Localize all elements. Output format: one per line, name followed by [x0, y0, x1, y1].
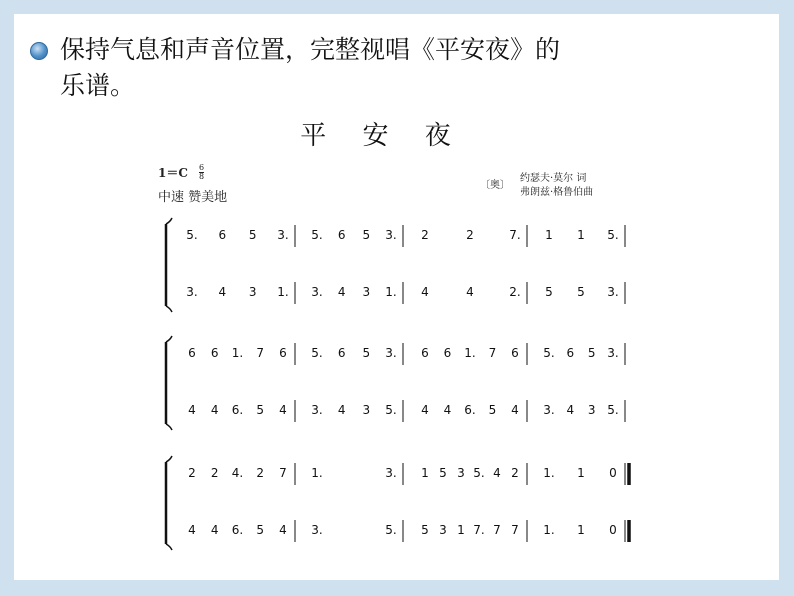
note: 5.: [473, 466, 485, 480]
note: 4: [493, 466, 501, 480]
note: 1.: [385, 285, 397, 299]
lyricist-credit: 约瑟夫·莫尔 词: [520, 173, 587, 184]
note: 5.: [543, 346, 555, 360]
note: 3: [362, 403, 371, 417]
note: 1: [457, 523, 465, 537]
note: 1.: [311, 466, 323, 480]
note: 3: [248, 285, 257, 299]
note: 3.: [186, 285, 198, 299]
note: 2: [511, 466, 519, 480]
note: 5: [256, 403, 265, 417]
note: 4: [188, 523, 196, 537]
note: 3.: [311, 285, 323, 299]
note: 4: [421, 403, 429, 417]
time-bottom: 8: [199, 172, 205, 181]
note: 3.: [385, 466, 397, 480]
note: 1: [545, 228, 553, 242]
note: 1: [577, 466, 585, 480]
note: 4: [337, 285, 346, 299]
note: 5.: [311, 346, 323, 360]
note: 1.: [464, 346, 476, 360]
note: 7: [493, 523, 501, 537]
note: 7: [279, 466, 287, 480]
note: 7: [511, 523, 519, 537]
note: 2: [466, 228, 474, 242]
note: 5.: [385, 523, 397, 537]
note: 5.: [607, 228, 619, 242]
note: 4.: [231, 466, 244, 480]
note: 6.: [231, 523, 244, 537]
note: 4: [188, 403, 196, 417]
key-signature: 1＝C: [158, 166, 188, 180]
note: 4: [279, 523, 287, 537]
note: 7.: [473, 523, 485, 537]
note: 3.: [607, 346, 619, 360]
song-title: 平 安 夜: [300, 121, 465, 151]
instruction-line-2: 乐谱。: [60, 71, 136, 100]
composer-credit: 弗朗兹·格鲁伯曲: [520, 187, 594, 198]
note: 7.: [509, 228, 521, 242]
note: 3.: [607, 285, 619, 299]
note: 2: [256, 466, 265, 480]
note: 5.: [186, 228, 198, 242]
note: 6: [188, 346, 196, 360]
note: 4: [443, 403, 452, 417]
origin-label: 〔奥〕: [480, 180, 510, 191]
note: 5: [577, 285, 585, 299]
note: 2: [421, 228, 429, 242]
note: 6: [337, 228, 346, 242]
note: 6: [218, 228, 227, 242]
note: 2.: [509, 285, 521, 299]
note: 4: [337, 403, 346, 417]
note: 6: [421, 346, 429, 360]
note: 3.: [385, 228, 397, 242]
note: 1: [577, 523, 585, 537]
note: 6: [279, 346, 287, 360]
note: 3.: [543, 403, 555, 417]
note: 1.: [231, 346, 244, 360]
note: 6: [443, 346, 452, 360]
note: 5: [256, 523, 265, 537]
note: 0: [609, 523, 617, 537]
note: 3: [362, 285, 371, 299]
note: 6: [566, 346, 575, 360]
note: 3: [457, 466, 465, 480]
note: 1: [577, 228, 585, 242]
note: 4: [466, 285, 474, 299]
note: 3.: [311, 403, 323, 417]
note: 6: [337, 346, 346, 360]
note: 3.: [385, 346, 397, 360]
note: 5: [488, 403, 497, 417]
note: 4: [210, 403, 219, 417]
note: 4: [279, 403, 287, 417]
note: 1.: [543, 523, 555, 537]
instruction-line-1: 保持气息和声音位置，完整视唱《平安夜》的: [60, 35, 561, 64]
note: 6: [210, 346, 219, 360]
note: 4: [511, 403, 519, 417]
tempo-marking: 中速 赞美地: [158, 190, 228, 205]
note: 4: [210, 523, 219, 537]
note: 6.: [464, 403, 476, 417]
note: 5.: [385, 403, 397, 417]
note: 4: [421, 285, 429, 299]
note: 7: [256, 346, 265, 360]
note: 5.: [311, 228, 323, 242]
note: 5.: [607, 403, 619, 417]
note: 3.: [311, 523, 323, 537]
note: 1: [421, 466, 429, 480]
note: 5: [248, 228, 257, 242]
note: 6.: [231, 403, 244, 417]
note: 0: [609, 466, 617, 480]
note: 1.: [543, 466, 555, 480]
note: 3: [439, 523, 447, 537]
note: 5: [545, 285, 553, 299]
note: 5: [587, 346, 596, 360]
time-top: 6: [199, 163, 205, 172]
note: 3.: [277, 228, 289, 242]
note: 2: [188, 466, 196, 480]
note: 5: [362, 346, 371, 360]
note: 5: [362, 228, 371, 242]
note: 2: [210, 466, 219, 480]
note: 6: [511, 346, 519, 360]
note: 4: [218, 285, 227, 299]
note: 5: [421, 523, 429, 537]
note: 4: [566, 403, 575, 417]
note: 7: [488, 346, 497, 360]
note: 5: [439, 466, 447, 480]
note: 1.: [277, 285, 289, 299]
note: 3: [587, 403, 596, 417]
